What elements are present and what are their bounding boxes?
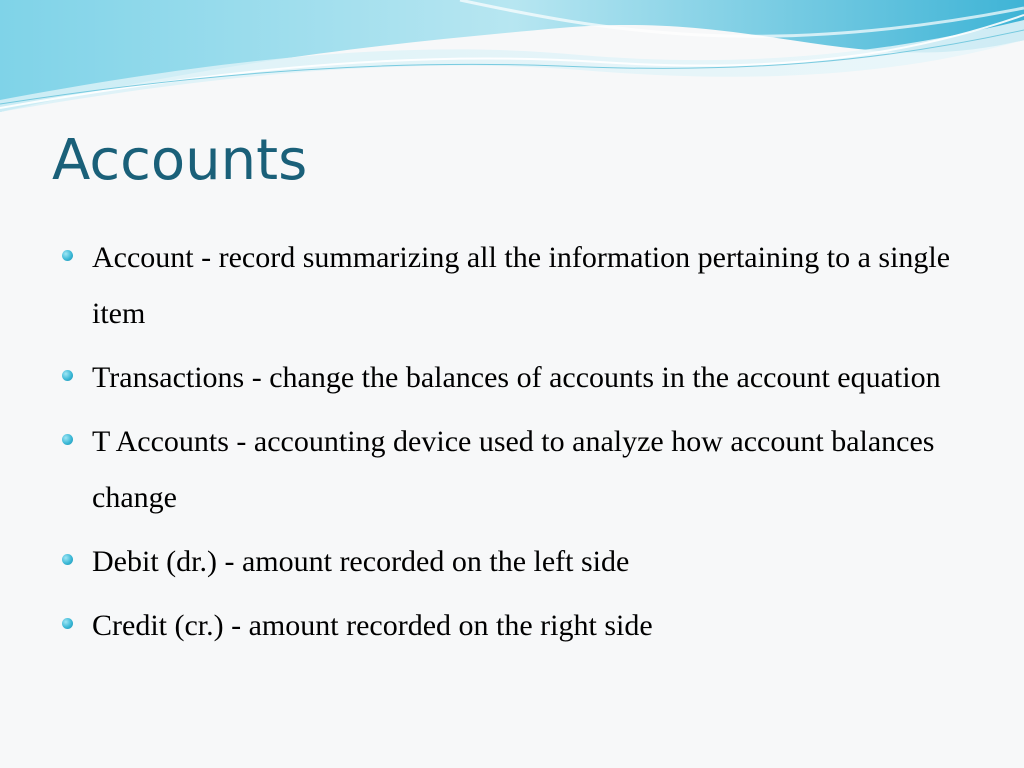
bullet-item — [60, 414, 960, 526]
wave-header-decoration — [0, 0, 1024, 130]
bullet-text: T Accounts - accounting device used to analyze how account balances change — [92, 425, 935, 514]
bullet-text: Account - record summarizing all the information pertaining to a single item — [92, 241, 951, 330]
bullet-item — [60, 534, 960, 590]
bullet-dot-icon — [62, 250, 73, 261]
bullet-dot-icon — [62, 370, 73, 381]
slide-title: Accounts — [52, 128, 308, 193]
bullet-text: Credit (cr.) - amount recorded on the right side — [92, 609, 653, 642]
bullet-dot-icon — [62, 554, 73, 565]
bullet-dot-icon — [62, 618, 73, 629]
bullet-item — [60, 350, 960, 406]
bullet-text: Debit (dr.) - amount recorded on the left side — [92, 545, 630, 578]
bullet-list — [60, 230, 960, 662]
bullet-text: Transactions - change the balances of accounts in the account equation — [92, 361, 941, 394]
bullet-item — [60, 230, 960, 342]
bullet-item — [60, 598, 960, 654]
bullet-dot-icon — [62, 434, 73, 445]
